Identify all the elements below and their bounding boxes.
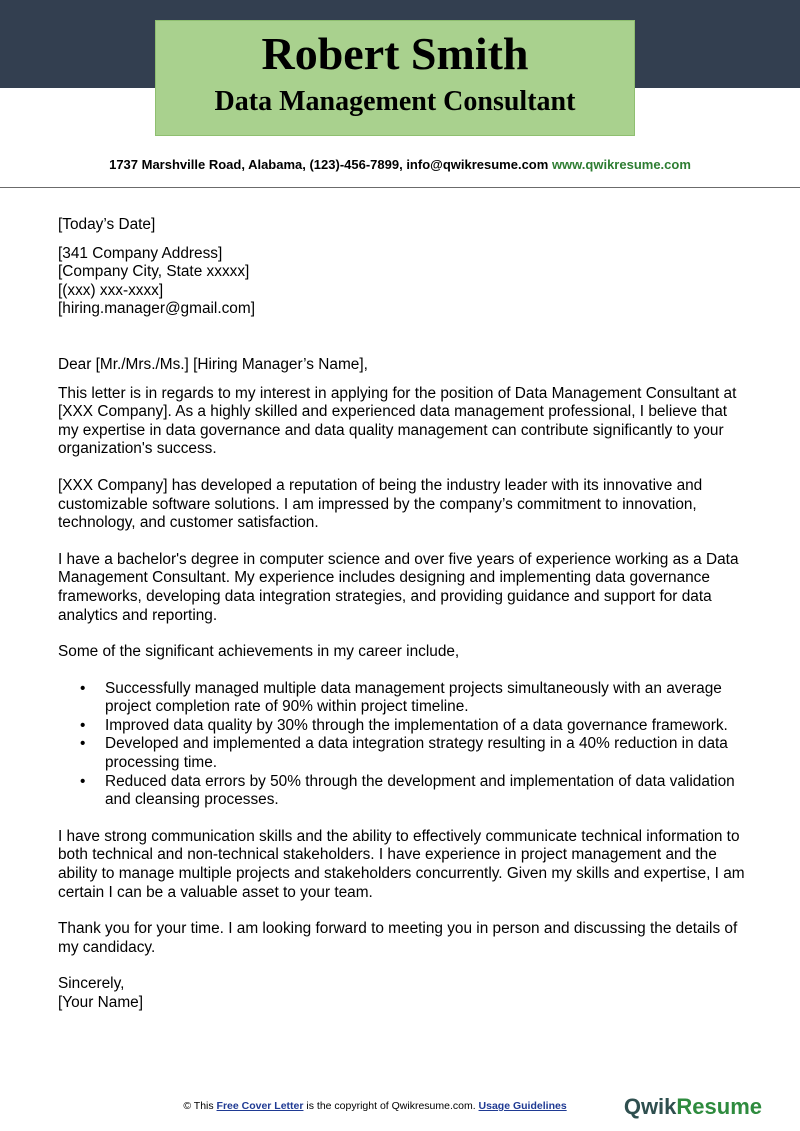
- paragraph-company: [XXX Company] has developed a reputation of being the industry leader with its innovative and customizable software solutions. I am impressed by the company’s commitment to innovation, technology, and customer satisfaction.: [58, 476, 703, 532]
- name-box: [155, 20, 635, 136]
- logo-part-qwik: Qwik: [623, 1094, 677, 1119]
- bullet-icon: •: [80, 772, 86, 790]
- footer-middle: is the copyright of Qwikresume.com.: [303, 1100, 479, 1112]
- paragraph-thanks: Thank you for your time. I am looking forward to meeting you in person and discussing the details of my candidacy.: [58, 920, 738, 956]
- bullet-icon: •: [80, 735, 86, 753]
- logo-part-resume: Resume: [676, 1094, 762, 1119]
- paragraph-achievements-intro: Some of the significant achievements in my career include,: [58, 643, 460, 661]
- recipient-address: [58, 245, 748, 319]
- address-line: [Company City, State xxxxx]: [58, 263, 250, 281]
- usage-guidelines-link[interactable]: Usage Guidelines: [478, 1100, 567, 1112]
- salutation: Dear [Mr./Mrs./Ms.] [Hiring Manager’s Name],: [58, 355, 368, 373]
- achievements-list: [58, 680, 748, 810]
- paragraph-experience: I have a bachelor's degree in computer science and over five years of experience working as a Data Management Consultant. My experience includes designing and implementing data governance frameworks, developing data integration strategies, and providing guidance and support for data analytics and reporting.: [58, 550, 739, 624]
- free-cover-letter-link[interactable]: Free Cover Letter: [216, 1100, 304, 1112]
- letter-body: [58, 216, 748, 1013]
- contact-details: 1737 Marshville Road, Alabama, (123)-456-7899, info@qwikresume.com: [109, 157, 549, 172]
- address-line: [hiring.manager@gmail.com]: [58, 300, 255, 318]
- list-item-text: Reduced data errors by 50% through the development and implementation of data validation and cleansing processes.: [105, 772, 735, 809]
- applicant-name: Robert Smith: [261, 28, 529, 79]
- list-item: [58, 680, 748, 717]
- list-item: [58, 773, 748, 810]
- address-line: [(xxx) xxx-xxxx]: [58, 281, 164, 299]
- list-item: [58, 735, 748, 772]
- bullet-icon: •: [80, 716, 86, 734]
- list-item-text: Successfully managed multiple data management projects simultaneously with an average project completion rate of 90% within project timeline.: [105, 679, 722, 716]
- contact-line: [0, 156, 800, 174]
- list-item-text: Improved data quality by 30% through the implementation of a data governance framework.: [105, 716, 728, 734]
- address-line: [341 Company Address]: [58, 244, 223, 262]
- signoff: Sincerely,: [58, 975, 125, 993]
- paragraph-intro: This letter is in regards to my interest in applying for the position of Data Management Consultant at [XXX Company]. As a highly skilled and experienced data management professional, I believe that my expertise in data governance and data quality management can contribute significantly to your organization's success.: [58, 384, 737, 458]
- letter-date: [Today’s Date]: [58, 216, 156, 233]
- bullet-icon: •: [80, 679, 86, 697]
- list-item: [58, 717, 748, 736]
- footer-prefix: © This: [183, 1100, 217, 1112]
- qwikresume-logo: [624, 1094, 762, 1120]
- paragraph-skills: I have strong communication skills and the ability to effectively communicate technical information to both technical and non-technical stakeholders. I have experience in project management and the ability to manage multiple projects and stakeholders concurrently. Given my skills and expertise, I am certain I can be a valuable asset to your team.: [58, 827, 745, 901]
- header-divider: [0, 187, 800, 188]
- signature: [Your Name]: [58, 994, 143, 1011]
- website-link[interactable]: www.qwikresume.com: [551, 157, 691, 172]
- job-title: Data Management Consultant: [214, 86, 576, 117]
- list-item-text: Developed and implemented a data integration strategy resulting in a 40% reduction in data processing time.: [105, 735, 728, 772]
